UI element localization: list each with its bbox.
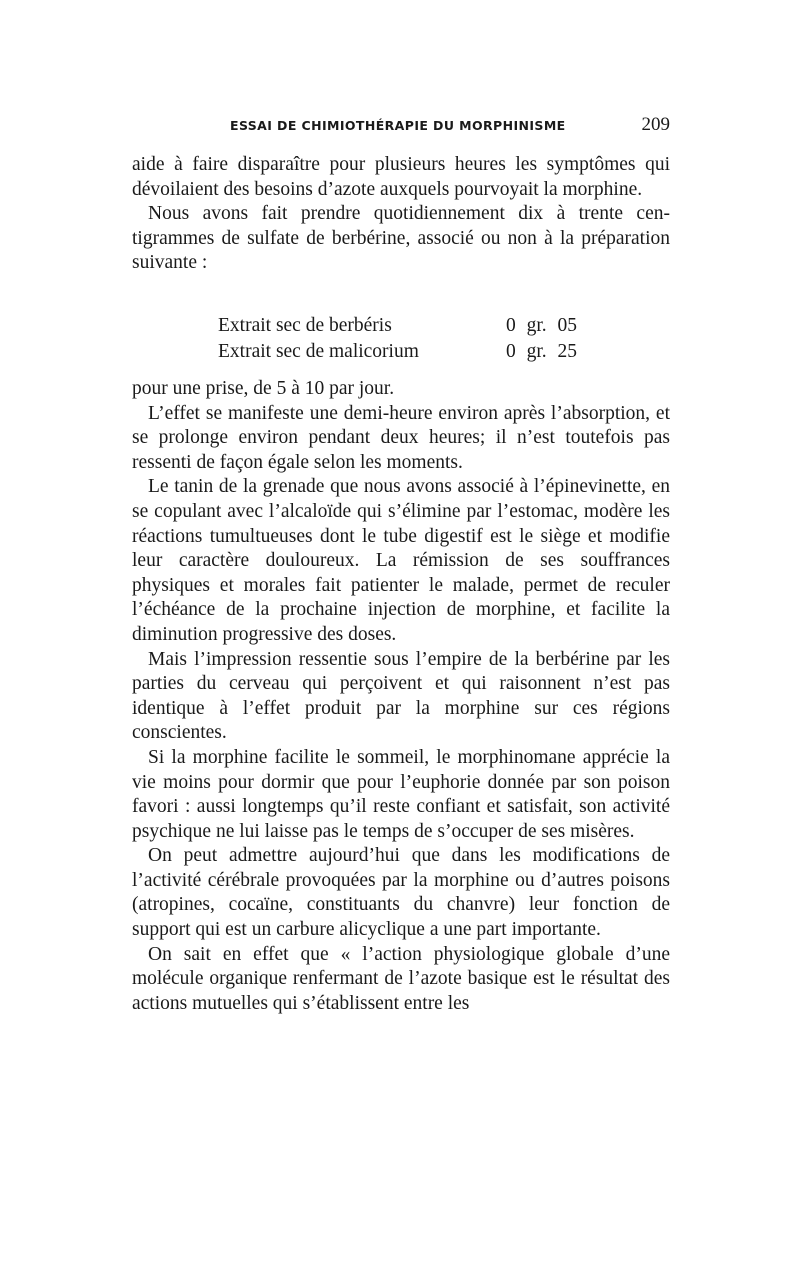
ingredient-name: Extrait sec de malicorium — [218, 341, 419, 362]
text-block-top — [132, 153, 670, 276]
recipe-row — [218, 339, 598, 365]
page-number: 209 — [641, 114, 670, 135]
paragraph: Si la morphine facilite le sommeil, le morphinomane apprécie la vie moins pour dormir que pour l’euphorie donnée par son poison favori : aussi longtemps qu’il reste confiant et satisfait, son activité psychique ne lui laisse pas le temps de s’occuper de ses misères. — [132, 746, 670, 842]
paragraph: Mais l’impression ressentie sous l’empire de la berbérine par les parties du cerveau qui perçoivent et qui raisonnent n’est pas identique à l’effet produit par la morphine sur ces régions conscientes. — [132, 648, 670, 744]
paragraph: aide à faire disparaître pour plusieurs heures les symptômes qui dévoilaient des besoins d’azote auxquels pourvoyait la morphine. — [132, 154, 670, 200]
text-block-body — [132, 377, 670, 1016]
recipe-table — [218, 313, 598, 365]
paragraph: On sait en effet que « l’action physiologique globale d’une molécule organique renfermant de l’azote basique est le résultat des actions mutuelles qui s’établissent entre les — [132, 943, 670, 1014]
paragraph: Le tanin de la grenade que nous avons associé à l’épinevinette, en se copulant avec l’alcaloïde qui s’élimine par l’estomac, modère les réactions tumultueuses dont le tube digestif est le siège et modifie leur caractère douloureux. La rémission de ses souffrances physiques et morales fait patienter le malade, permet de reculer l’échéance de la prochaine injection de morphine, et facilite la diminution progressive des doses. — [132, 476, 670, 645]
paragraph: Nous avons fait prendre quotidiennement dix à trente centigrammes de sulfate de berbérine, associé ou non à la préparation suivante : — [132, 203, 670, 274]
paragraph: pour une prise, de 5 à 10 par jour. — [132, 378, 395, 399]
recipe-row — [218, 313, 598, 339]
ingredient-name: Extrait sec de berbéris — [218, 315, 392, 336]
running-title: ESSAI DE CHIMIOTHÉRAPIE DU MORPHINISME — [230, 118, 566, 133]
paragraph: L’effet se manifeste une demi-heure environ après l’absorption, et se prolonge environ pendant deux heures; il n’est toutefois pas ressenti de façon égale selon les moments. — [132, 402, 670, 473]
running-header — [132, 114, 670, 138]
paragraph: On peut admettre aujourd’hui que dans les modifications de l’activité cérébrale provoquées par la morphine ou d’autres poisons (atropines, cocaïne, constituants du chanvre) leur fonction de support qui est un carbure alicyclique a une part importante. — [132, 845, 670, 941]
ingredient-quantity: 0 gr. 25 — [506, 341, 578, 362]
ingredient-quantity: 0 gr. 05 — [506, 315, 578, 336]
